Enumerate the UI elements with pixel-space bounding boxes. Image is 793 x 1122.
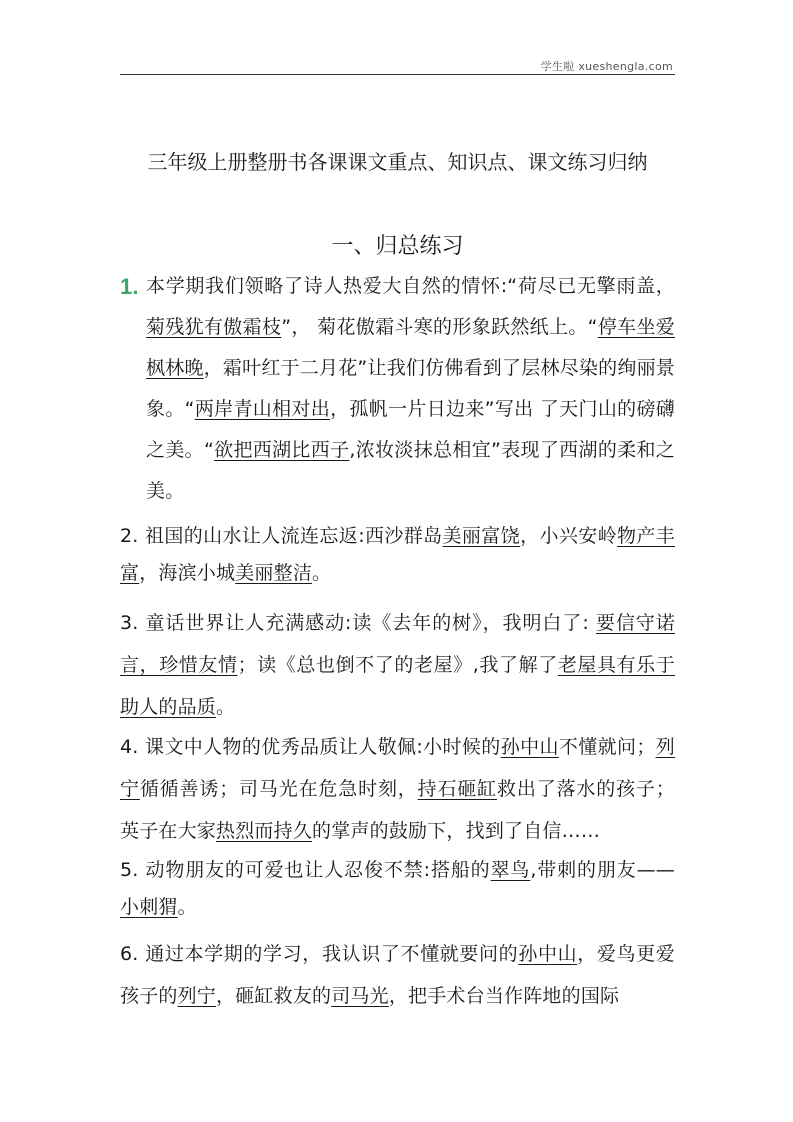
- text-segment: ，海滨小城: [139, 562, 236, 584]
- underlined-answer: 停车坐爱枫林晚: [146, 316, 675, 379]
- text-segment: 动物朋友的可爱也让人忍俊不禁:搭船的: [138, 859, 491, 881]
- text-segment: ，爱鸟更爱孩子的: [120, 943, 675, 1007]
- underlined-answer: 菊残犹有傲霜枝: [146, 316, 282, 338]
- underlined-answer: 持石砸缸: [417, 778, 498, 800]
- exercise-item-4: [120, 726, 675, 852]
- text-segment: 祖国的山水让人流连忘返:西沙群岛: [138, 525, 443, 547]
- underlined-answer: 列宁: [177, 985, 217, 1007]
- exercise-item-2: [120, 518, 675, 592]
- item-number: 1.: [120, 274, 139, 299]
- underlined-answer: 孙中山: [500, 736, 559, 758]
- exercise-item-3: [120, 602, 675, 728]
- document-title: 三年级上册整册书各课课文重点、知识点、课文练习归纳: [147, 150, 648, 174]
- text-segment: 。: [177, 896, 197, 918]
- item-number: 3.: [120, 612, 139, 634]
- item-text: [120, 612, 675, 718]
- underlined-answer: 美丽富饶: [442, 525, 521, 547]
- underlined-answer: 孙中山: [518, 943, 578, 965]
- text-segment: ，把手术台当作阵地的国际: [388, 985, 620, 1007]
- underlined-answer: 小刺猬: [120, 896, 178, 918]
- text-segment: 通过本学期的学习，我认识了不懂就要问的: [138, 943, 519, 965]
- underlined-answer: 要信守诺言，珍惜友情: [120, 612, 675, 676]
- text-segment: ；读《总也倒不了的老屋》,我了解了: [237, 654, 558, 676]
- item-text: [120, 943, 675, 1007]
- item-number: 6.: [120, 943, 139, 965]
- text-segment: 童话世界让人充满感动:读《去年的树》，我明白了:: [138, 612, 596, 634]
- text-segment: 课文中人物的优秀品质让人敬佩:小时候的: [138, 736, 501, 758]
- exercise-item-6: [120, 933, 675, 1017]
- underlined-answer: 美丽整洁: [235, 562, 313, 584]
- item-text: [120, 525, 675, 584]
- underlined-answer: 司马光: [331, 985, 389, 1007]
- header-site-label: 学生啦 xueshengla.com: [540, 60, 673, 73]
- item-text: [120, 736, 675, 842]
- text-segment: ，霜叶红于二月花”让我们仿佛看到了层林尽染的绚丽景象。“: [146, 357, 675, 420]
- text-segment: ，孤帆一片日边来”写出 了天门山的磅礴之美。“: [146, 398, 675, 461]
- item-number: 2.: [120, 525, 139, 547]
- underlined-answer: 热烈而持久: [216, 820, 313, 842]
- item-number: 4.: [120, 736, 139, 758]
- section-heading: 一、归总练习: [331, 234, 464, 259]
- text-segment: 救出了落水的孩子；英子在大家: [120, 778, 675, 842]
- item-text: [146, 275, 675, 502]
- underlined-answer: 两岸青山相对出: [194, 398, 331, 420]
- text-segment: 。: [312, 562, 332, 584]
- exercise-item-5: [120, 852, 675, 926]
- text-segment: ”， 菊花傲霜斗寒的形象跃然纸上。“: [281, 316, 598, 338]
- item-text: [120, 859, 675, 918]
- underlined-answer: 列宁: [120, 736, 675, 800]
- text-segment: 本学期我们领略了诗人热爱大自然的情怀:“荷尽已无擎雨盖，: [146, 275, 675, 297]
- underlined-answer: 物产丰富: [120, 525, 675, 584]
- text-segment: ，小兴安岭: [520, 525, 618, 547]
- text-segment: 不懂就问；: [558, 736, 656, 758]
- underlined-answer: 老屋具有乐于助人的品质: [120, 654, 676, 718]
- underlined-answer: 欲把西湖比西子: [214, 439, 350, 461]
- underlined-answer: 翠鸟: [490, 859, 531, 881]
- exercise-item-1: [120, 266, 675, 512]
- header-divider: [120, 74, 675, 75]
- text-segment: ,浓妆淡抹总相宜”表现了西湖的柔和之美。: [146, 439, 675, 502]
- text-segment: ,带刺的朋友——: [530, 859, 675, 881]
- item-number: 5.: [120, 859, 139, 881]
- text-segment: 。: [216, 696, 236, 718]
- text-segment: 的掌声的鼓励下，找到了自信……: [312, 820, 601, 842]
- text-segment: 循循善诱；司马光在危急时刻，: [139, 778, 418, 800]
- text-segment: ，砸缸救友的: [216, 985, 332, 1007]
